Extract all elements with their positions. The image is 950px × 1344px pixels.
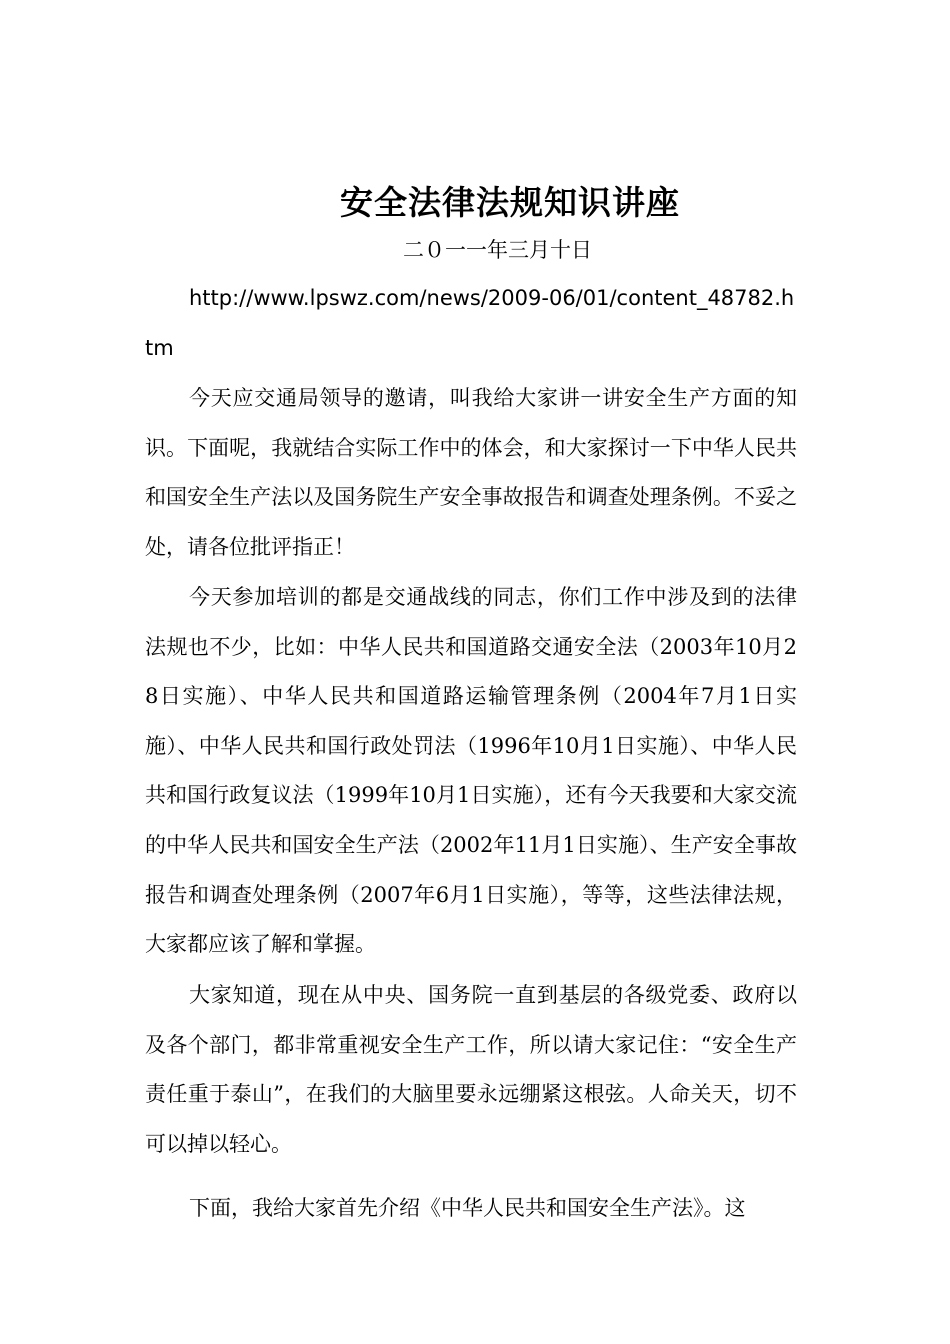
document-title: 安全法律法规知识讲座 <box>340 183 680 222</box>
paragraph: 今天应交通局领导的邀请，叫我给大家讲一讲安全生产方面的知识。下面呢，我就结合实际工作中的体会，和大家探讨一下中华人民共和国安全生产法以及国务院生产安全事故报告和调查处理条例。不妥之处，请各位批评指正！ <box>145 386 797 559</box>
document-date: 二０一一年三月十日 <box>403 238 592 262</box>
source-url: http://www.lpswz.com/news/2009-06/01/content_48782.htm <box>145 286 795 360</box>
paragraph: 下面，我给大家首先介绍《中华人民共和国安全生产法》。这 <box>189 1196 746 1220</box>
paragraph: 大家知道，现在从中央、国务院一直到基层的各级党委、政府以及各个部门，都非常重视安全生产工作，所以请大家记住：“安全生产责任重于泰山”，在我们的大脑里要永远绷紧这根弦。人命关天，切不可以掉以轻心。 <box>145 983 797 1156</box>
paragraph: 今天参加培训的都是交通战线的同志，你们工作中涉及到的法律法规也不少，比如：中华人民共和国道路交通安全法（2003年10月28日实施）、中华人民共和国道路运输管理条例（2004年7月1日实施）、中华人民共和国行政处罚法（1996年10月1日实施）、中华人民共和国行政复议法（1999年10月1日实施），还有今天我要和大家交流的中华人民共和国安全生产法（2002年11月1日实施）、生产安全事故报告和调查处理条例（2007年6月1日实施），等等，这些法律法规，大家都应该了解和掌握。 <box>145 585 797 957</box>
